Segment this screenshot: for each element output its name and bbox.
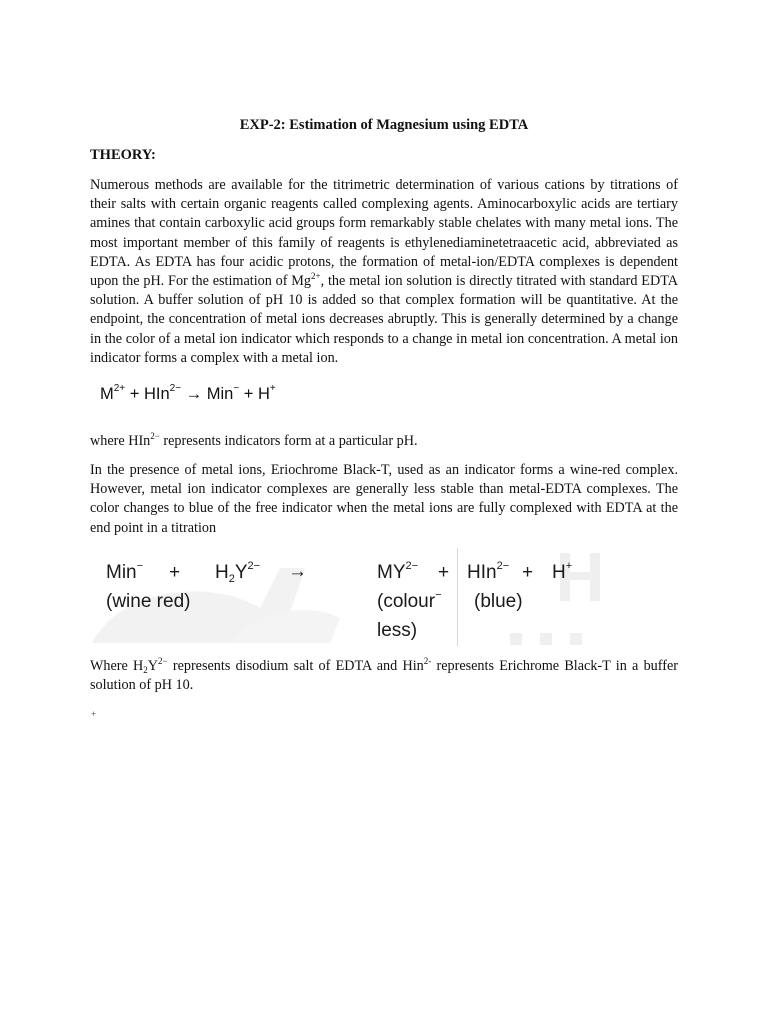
superscript: − [435, 589, 442, 601]
superscript: 2− [169, 383, 182, 394]
subscript: 2 [143, 665, 148, 675]
eq-text: MY [377, 562, 406, 583]
superscript: 2− [247, 560, 261, 572]
eq-term [467, 562, 509, 584]
theory-paragraph [90, 176, 678, 368]
superscript: 2+ [311, 271, 321, 282]
superscript: + [269, 383, 276, 394]
eq-text: Min [106, 562, 137, 583]
eq-text: HIn [467, 562, 497, 583]
colourless-label [377, 591, 442, 613]
eq-term [215, 562, 260, 584]
stray-mark: + [91, 709, 97, 719]
paragraph-text: represents indicators form at a particular pH. [159, 433, 418, 449]
superscript: + [565, 560, 573, 572]
arrow: → [288, 561, 307, 582]
paragraph-text: represents disodium salt of EDTA and Hin [167, 658, 424, 674]
endpoint-equation [90, 548, 610, 648]
page-title: EXP-2: Estimation of Magnesium using EDTA [239, 117, 529, 133]
superscript: − [136, 560, 144, 572]
eq-term: → Min [181, 385, 234, 403]
eq-text: (colour [377, 591, 436, 612]
eq-term: M [100, 385, 114, 403]
eq-term: + HIn [125, 385, 170, 403]
indicator-equation [100, 385, 276, 404]
superscript: 2− [150, 431, 160, 441]
paragraph-text: represents Erichrome Black-T in a buffer solution of pH 10. [90, 658, 678, 694]
plus-sign: + [522, 562, 534, 583]
indicator-paragraph: In the presence of metal ions, Eriochrome Black-T, used as an indicator forms a wine-red complex. However, metal ion indicator complexes are generally less stable than metal-EDTA complexes. The color changes to blue of the free indicator when the metal ions are fully complexed with EDTA at the end point in a titration [90, 462, 678, 536]
eq-term [106, 562, 143, 584]
subscript: 2 [228, 573, 235, 585]
superscript: 2− [158, 656, 168, 666]
superscript: − [233, 383, 240, 394]
eq-text: Y [234, 562, 248, 583]
superscript: 2+ [113, 383, 126, 394]
superscript: 2− [496, 560, 510, 572]
reagent-note [90, 657, 678, 695]
wine-red-label: (wine red) [106, 591, 191, 612]
colourless-label-cont: less) [377, 620, 418, 641]
paragraph-text: Numerous methods are available for the titrimetric determination of various cations by titrations of their salts with certain organic reagents called complexing agents. Aminocarboxylic acids are tertiary amines that contain carboxylic acid groups form remarkably stable chelates with many metal ions. The most important member of this family of reagents is ethylenediaminetetraacetic acid, abbreviated as EDTA. As EDTA has four acidic protons, the formation of metal-ion/EDTA complexes is dependent upon the pH. For the estimation of Mg [90, 177, 678, 290]
plus-sign: + [438, 562, 450, 583]
eq-text: H [552, 562, 566, 583]
blue-label: (blue) [474, 591, 523, 612]
eq-term: + H [239, 385, 270, 403]
plus-sign: + [169, 562, 181, 583]
paragraph-text: Y [147, 658, 159, 674]
paragraph-text: , the metal ion solution is directly titrated with standard EDTA solution. A buffer solution of pH 10 is added so that complex formation will be quantitative. At the endpoint, the concentration of metal ions decreases abruptly. This is generally determined by a change in the color of a metal ion indicator which responds to a change in metal ion concentration. A metal ion indicator forms a complex with a metal ion. [90, 273, 678, 366]
superscript: 2− [405, 560, 419, 572]
indicator-note [90, 432, 678, 451]
divider [457, 548, 458, 646]
eq-text: H [215, 562, 229, 583]
eq-term [377, 562, 418, 584]
paragraph-text: Where H [90, 658, 144, 674]
eq-term [552, 562, 572, 584]
superscript: 2- [423, 656, 432, 666]
paragraph-text: where HIn [90, 433, 151, 449]
section-heading: THEORY: [90, 147, 156, 163]
